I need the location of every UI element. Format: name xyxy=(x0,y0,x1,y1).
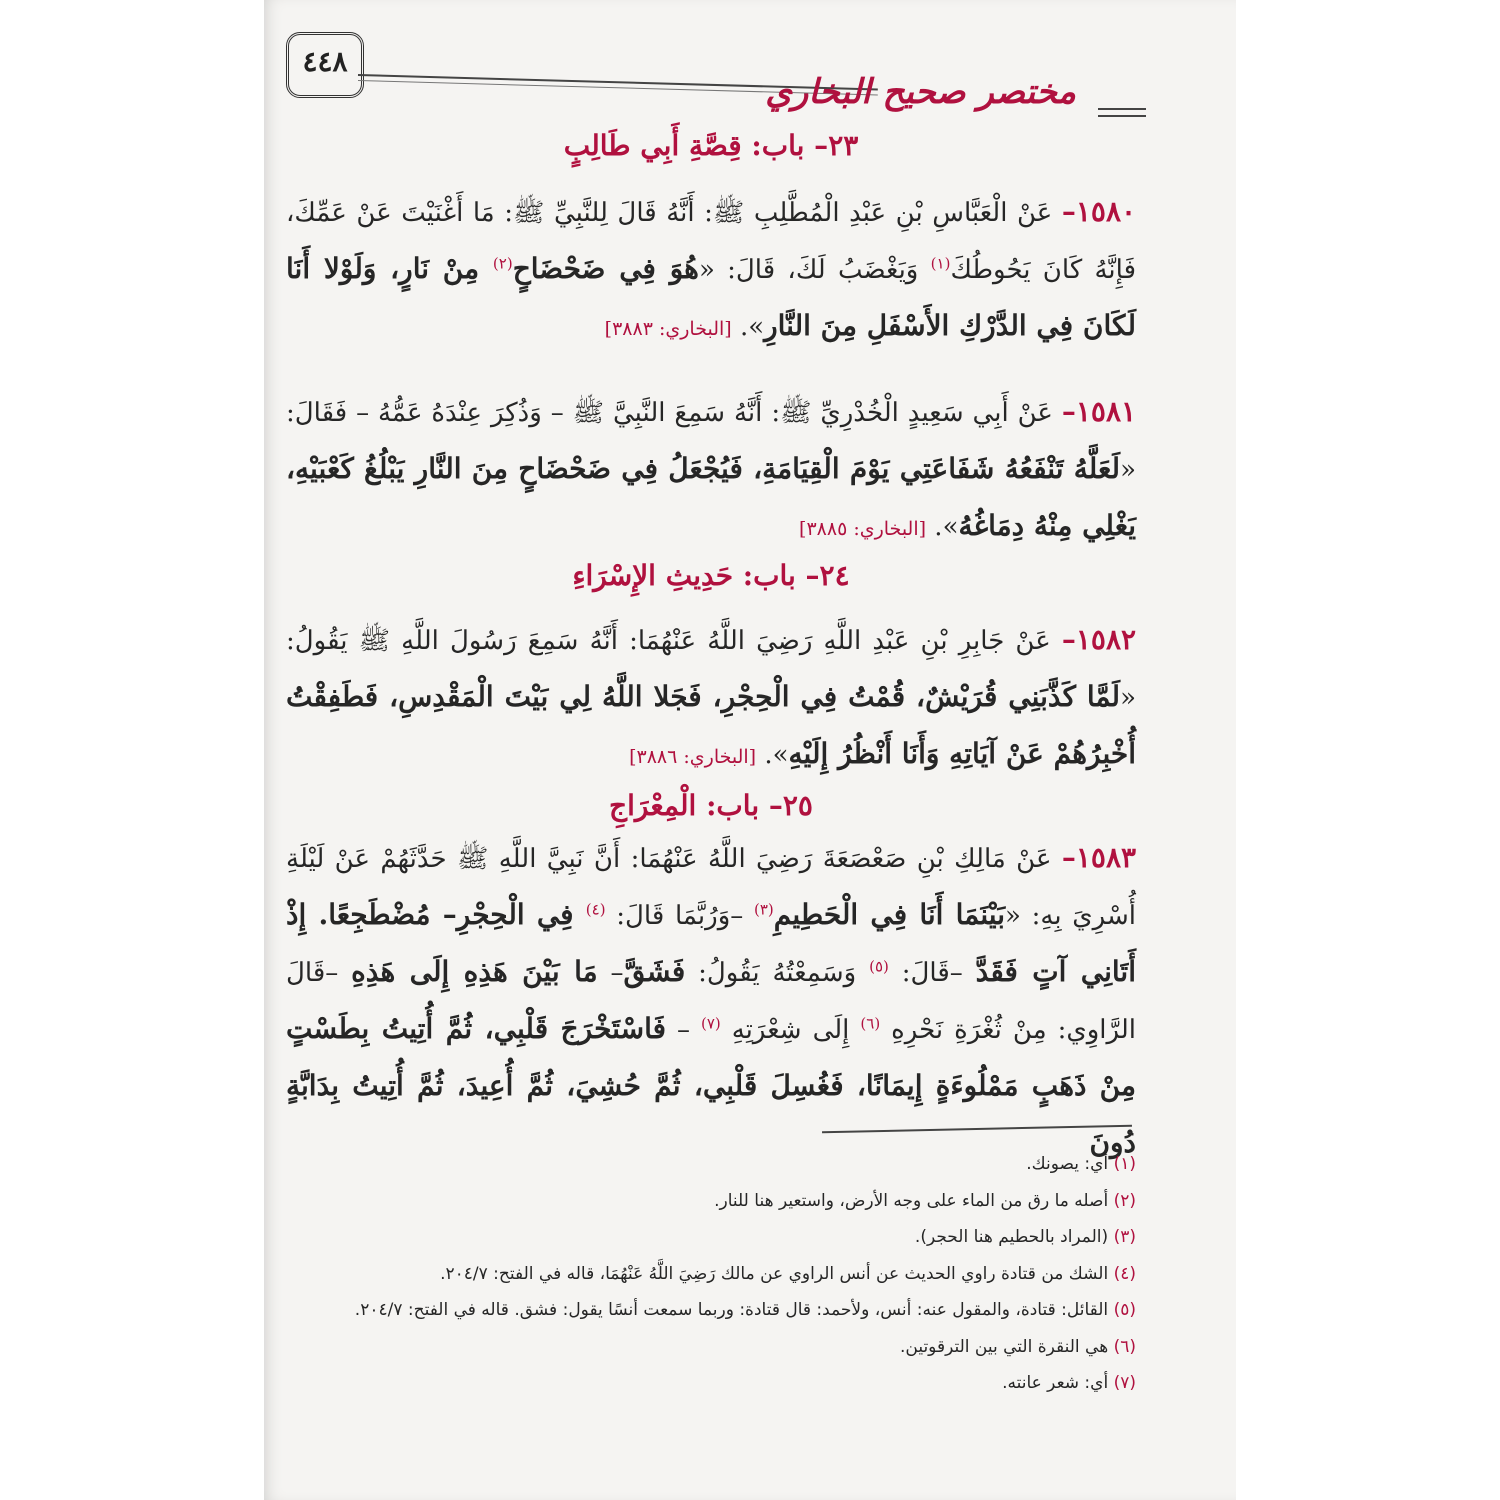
footnotes xyxy=(286,1146,1136,1402)
prophetic-saying: فِي الْحِجْرِ– مُضْطَجِعًا. إِذْ أَتَانِي آتٍ فَقَدَّ xyxy=(286,898,1137,988)
chapter-heading xyxy=(286,778,1136,834)
hadith-text: إِلَى شِعْرَتِهِ xyxy=(720,1015,861,1045)
hadith-text: وَيَغْضَبُ لَكَ، قَالَ: « xyxy=(698,255,931,285)
hadith-text: –وَرُبَّمَا قَالَ: xyxy=(605,901,754,931)
hadith-text: – xyxy=(665,1015,701,1045)
footnote-number: (٤) xyxy=(1113,1263,1136,1284)
footnote-number: (٦) xyxy=(1113,1336,1136,1357)
hadith-1583 xyxy=(286,830,1136,1172)
chapter-label: ٢٣– باب: xyxy=(751,129,859,162)
footnote-text: (المراد بالحطيم هنا الحجر). xyxy=(914,1227,1114,1247)
chapter-label: ٢٤– باب: xyxy=(742,559,850,592)
chapter-label: ٢٥– باب: xyxy=(706,789,813,822)
footnote xyxy=(286,1329,1136,1366)
book-title: مختصر صحيح البخاري xyxy=(765,72,1076,112)
footnote-text: القائل: قتادة، والمقول عنه: أنس، ولأحمد: قال قتادة: وربما سمعت أنسًا يقول: فشق. قاله في الفتح: ٢٠٤/٧. xyxy=(354,1300,1114,1320)
hadith-text: وَسَمِعْتُهُ يَقُولُ: xyxy=(685,958,870,988)
prophetic-saying: لَعَلَّهُ تَنْفَعُهُ شَفَاعَتِي يَوْمَ الْقِيَامَةِ، فَيُجْعَلُ فِي ضَحْضَاحٍ مِنَ النَّارِ يَبْلُغُ كَعْبَيْهِ، يَغْلِي مِنْهُ دِمَاغُهُ xyxy=(286,452,1136,542)
page-content xyxy=(286,0,1136,1500)
footnote-ref[interactable]: (١) xyxy=(930,254,951,273)
prophetic-saying: هُوَ فِي ضَحْضَاحٍ xyxy=(512,252,699,285)
footnote xyxy=(286,1219,1136,1256)
chapter-title: حَدِيثِ الإِسْرَاءِ xyxy=(572,559,734,592)
hadith-text: عَنْ الْعَبَّاسِ بْنِ عَبْدِ الْمُطَّلِبِ ﷺ: أَنَّهُ قَالَ لِلنَّبِيِّ ﷺ: مَا أَغْنَيْتَ عَنْ عَمِّكَ، فَإِنَّهُ كَانَ يَحُوطُكَ xyxy=(286,198,1137,285)
hadith-1581 xyxy=(286,384,1136,557)
hadith-text: عَنْ جَابِرِ بْنِ عَبْدِ اللَّهِ رَضِيَ اللَّهُ عَنْهُمَا: أَنَّهُ سَمِعَ رَسُولَ اللَّهِ ﷺ يَقُولُ: « xyxy=(286,626,1136,713)
chapter-heading xyxy=(286,548,1136,604)
chapter-title: قِصَّةِ أَبِي طَالِبٍ xyxy=(563,129,742,162)
hadith-text: عَنْ أَبِي سَعِيدٍ الْخُدْرِيِّ ﷺ: أَنَّهُ سَمِعَ النَّبِيَّ ﷺ – وَذُكِرَ عِنْدَهُ عَمُّهُ – فَقَالَ: « xyxy=(286,398,1136,485)
chapter-heading xyxy=(286,118,1136,174)
prophetic-saying: فَاسْتَخْرَجَ قَلْبِي، ثُمَّ أُتِيتُ بِطَسْتٍ مِنْ ذَهَبٍ مَمْلُوءَةٍ إِيمَانًا، فَغُسِلَ قَلْبِي، ثُمَّ حُشِيَ، ثُمَّ أُعِيدَ، ثُمَّ أُتِيتُ بِدَابَّةٍ دُونَ xyxy=(286,1012,1136,1159)
hadith-text: –قَالَ: xyxy=(888,958,976,988)
prophetic-saying: مَا بَيْنَ هَذِهِ إِلَى هَذِهِ xyxy=(351,955,598,988)
hadith-text: عَنْ مَالِكِ بْنِ صَعْصَعَةَ رَضِيَ اللَّهُ عَنْهُمَا: أَنَّ نَبِيَّ اللَّهِ ﷺ حَدَّثَهُمْ عَنْ لَيْلَةِ أُسْرِيَ بِهِ: « xyxy=(286,844,1136,931)
hadith-1580 xyxy=(286,184,1136,357)
footnote-number: (٣) xyxy=(1113,1227,1136,1247)
quote-end: ». xyxy=(731,312,765,342)
quote-end: ». xyxy=(926,512,959,542)
hadith-number: ١٥٨١– xyxy=(1061,395,1137,428)
footnote-ref[interactable]: (٧) xyxy=(700,1014,721,1033)
footnote xyxy=(286,1292,1136,1329)
footnote-number: (١) xyxy=(1113,1154,1136,1174)
footnote-ref[interactable]: (٦) xyxy=(860,1014,881,1033)
footnote-ref[interactable]: (٢) xyxy=(492,254,513,273)
hadith-number: ١٥٨٣– xyxy=(1061,841,1137,874)
hadith-number: ١٥٨٠– xyxy=(1061,195,1137,228)
page-number: ٤٤٨ xyxy=(286,32,364,98)
hadith-source: [البخاري: ٣٨٨٦] xyxy=(629,746,757,768)
footnote-ref[interactable]: (٥) xyxy=(869,957,889,976)
footnote-text: هي النقرة التي بين الترقوتين. xyxy=(899,1336,1114,1357)
footnote-ref[interactable]: (٣) xyxy=(753,900,774,919)
hadith-source: [البخاري: ٣٨٨٥] xyxy=(799,518,927,540)
hadith-number: ١٥٨٢– xyxy=(1061,623,1137,656)
prophetic-saying: لَمَّا كَذَّبَنِي قُرَيْشٌ، قُمْتُ فِي الْحِجْرِ، فَجَلا اللَّهُ لِي بَيْتَ الْمَقْدِسِ، فَطَفِقْتُ أُخْبِرُهُمْ عَنْ آيَاتِهِ وَأَنَا أَنْظُرُ إِلَيْهِ xyxy=(286,680,1136,770)
hadith-text: –قَالَ الرَّاوِي: مِنْ ثُغْرَةِ نَحْرِهِ xyxy=(286,958,1136,1045)
footnote-number: (٢) xyxy=(1113,1190,1136,1211)
quote-end: ». xyxy=(756,740,789,770)
prophetic-saying: فَشَقَّ xyxy=(623,955,686,988)
hadith-source: [البخاري: ٣٨٨٣] xyxy=(604,318,732,340)
footnote-number: (٥) xyxy=(1113,1300,1136,1320)
footnote xyxy=(286,1183,1136,1220)
footnote-text: الشك من قتادة راوي الحديث عن أنس الراوي عن مالك رَضِيَ اللَّهُ عَنْهُمَا، قاله في الفتح: ٢٠٤/٧. xyxy=(440,1263,1114,1284)
footnote-ref[interactable]: (٤) xyxy=(585,900,606,919)
book-page xyxy=(264,0,1236,1500)
hadith-1582 xyxy=(286,612,1136,785)
footnote xyxy=(286,1365,1136,1402)
chapter-title: الْمِعْرَاجِ xyxy=(609,789,697,822)
footnote-text: أي: يصونك. xyxy=(1026,1154,1114,1174)
prophetic-saying: مِنْ نَارٍ، وَلَوْلا أَنَا لَكَانَ فِي الدَّرْكِ الأَسْفَلِ مِنَ النَّارِ xyxy=(286,252,1136,342)
footnote xyxy=(286,1146,1136,1183)
footnote xyxy=(286,1256,1136,1293)
footnote-number: (٧) xyxy=(1113,1373,1136,1393)
hadith-text: – xyxy=(597,958,624,988)
footnote-text: أي: شعر عانته. xyxy=(1002,1373,1114,1393)
footnote-text: أصله ما رق من الماء على وجه الأرض، واستعير هنا للنار. xyxy=(714,1190,1114,1211)
prophetic-saying: بَيْنَمَا أَنَا فِي الْحَطِيمِ xyxy=(773,898,1006,931)
